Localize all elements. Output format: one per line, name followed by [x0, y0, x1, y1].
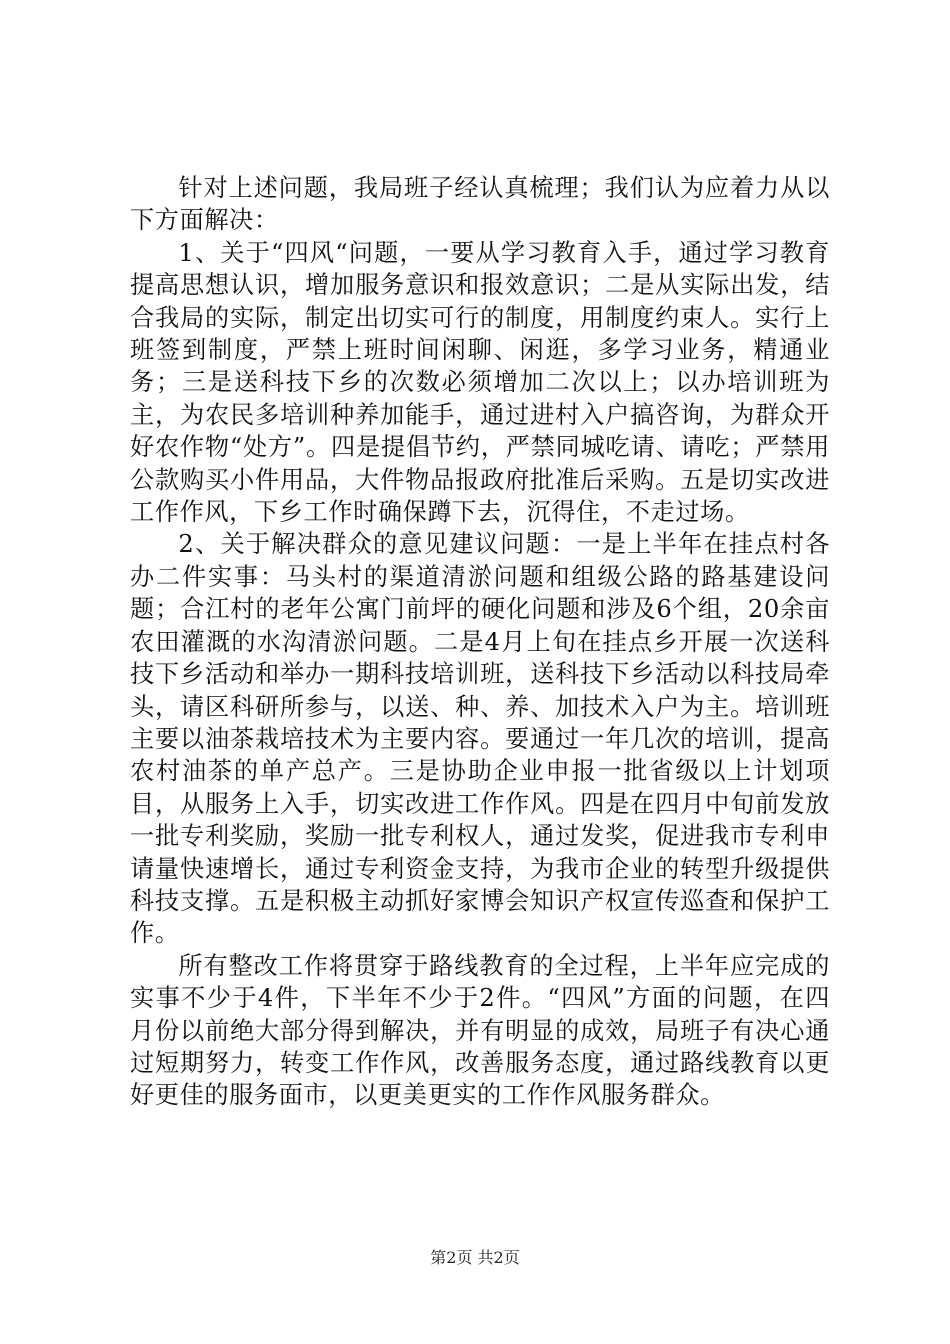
page-footer: 第2页 共2页 — [430, 1248, 520, 1267]
paragraph-public-suggestions: 2、关于解决群众的意见建议问题：一是上半年在挂点村各办二件实事：马头村的渠道清淤问题和组级公路的路基建设问题；合江村的老年公寓门前坪的硬化问题和涉及6个组，20余亩农田灌溉的水沟清淤问题。二是4月上旬在挂点乡开展一次送科技下乡活动和举办一期科技培训班，送科技下乡活动以科技局牵头，请区科研所参与，以送、种、养、加技术入户为主。培训班主要以油茶栽培技术为主要内容。要通过一年几次的培训，提高农村油茶的单产总产。三是协助企业申报一批省级以上计划项目，从服务上入手，切实改进工作作风。四是在四月中旬前发放一批专利奖励，奖励一批专利权人，通过发奖，促进我市专利申请量快速增长，通过专利资金支持，为我市企业的转型升级提供科技支撑。五是积极主动抓好家博会知识产权宣传巡查和保护工作。 — [130, 530, 830, 948]
document-body — [130, 172, 830, 1112]
paragraph-conclusion: 所有整改工作将贯穿于路线教育的全过程，上半年应完成的实事不少于4件，下半年不少于2件。“四风”方面的问题，在四月份以前绝大部分得到解决，并有明显的成效，局班子有决心通过短期努力，转变工作作风，改善服务态度，通过路线教育以更好更佳的服务面市，以更美更实的工作作风服务群众。 — [130, 951, 830, 1110]
paragraph-intro: 针对上述问题，我局班子经认真梳理；我们认为应着力从以下方面解决： — [130, 174, 830, 235]
paragraph-four-winds: 1、关于“四风“问题，一要从学习教育入手，通过学习教育提高思想认识，增加服务意识和报效意识；二是从实际出发，结合我局的实际，制定出切实可行的制度，用制度约束人。实行上班签到制度，严禁上班时间闲聊、闲逛，多学习业务，精通业务；三是送科技下乡的次数必须增加二次以上；以办培训班为主，为农民多培训种养加能手，通过进村入户搞咨询，为群众开好农作物“处方”。四是提倡节约，严禁同城吃请、请吃；严禁用公款购买小件用品，大件物品报政府批准后采购。五是切实改进工作作风，下乡工作时确保蹲下去，沉得住，不走过场。 — [130, 238, 830, 527]
